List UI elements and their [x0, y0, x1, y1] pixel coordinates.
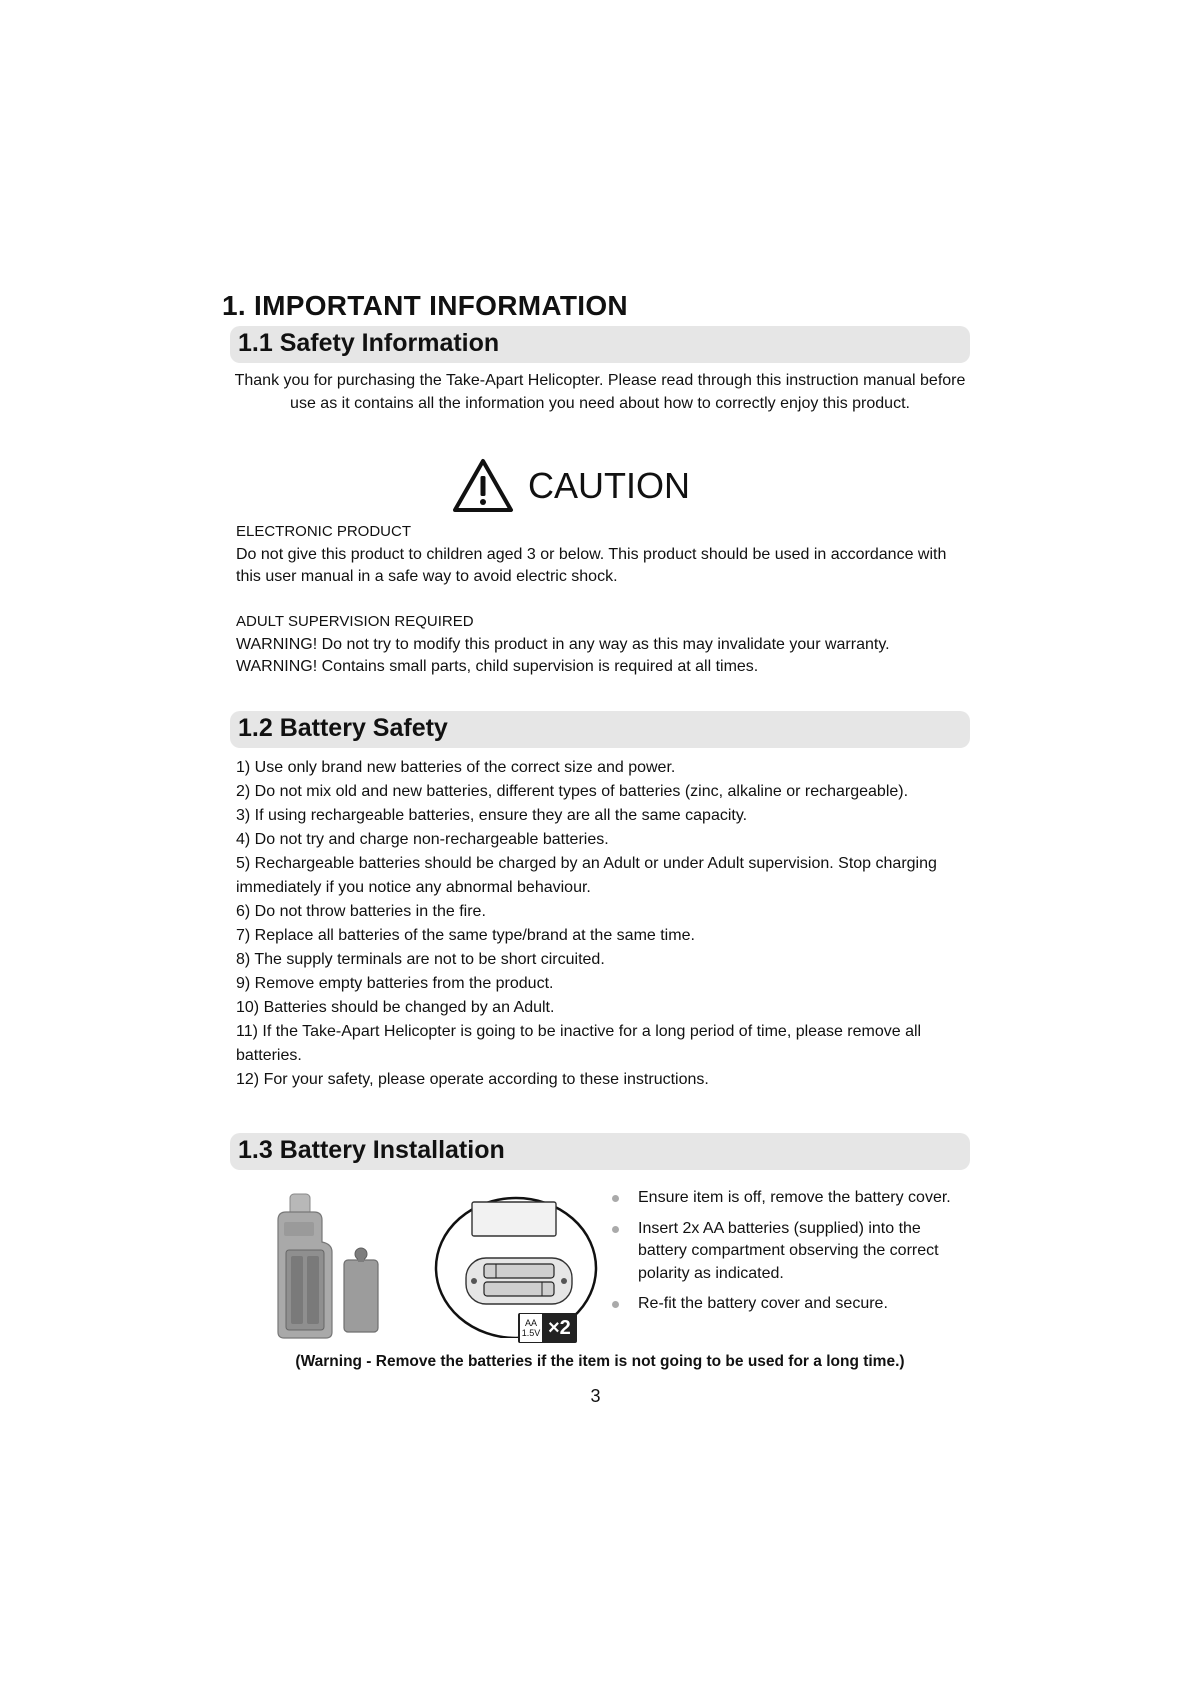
- list-item: 1) Use only brand new batteries of the correct size and power.: [236, 759, 676, 776]
- electronic-product-text: Do not give this product to children aged 3 or below. This product should be used in accordance with this user manual in a safe way to avoid electric shock.: [236, 545, 947, 585]
- electronic-product-block: [236, 521, 966, 589]
- main-title: 1. IMPORTANT INFORMATION: [222, 290, 628, 321]
- battery-safety-list: [236, 756, 966, 1092]
- remote-battery-compartment-illustration: [272, 1190, 392, 1340]
- list-item: 12) For your safety, please operate according to these instructions.: [236, 1071, 709, 1088]
- page-number: 3: [590, 1386, 601, 1406]
- section-title: 1.2 Battery Safety: [238, 714, 448, 742]
- battery-count-label: ×2: [548, 1316, 571, 1339]
- list-item: [612, 1187, 962, 1210]
- list-item: 2) Do not mix old and new batteries, different types of batteries (zinc, alkaline or rechargeable).: [236, 783, 909, 800]
- bullet-icon: [612, 1226, 619, 1233]
- battery-icon: [519, 1313, 543, 1343]
- battery-voltage-label: 1.5V: [521, 1328, 541, 1338]
- step-text: Insert 2x AA batteries (supplied) into the battery compartment observing the correct polarity as indicated.: [638, 1219, 939, 1282]
- section-header-battery-installation: [230, 1133, 970, 1170]
- list-item: 5) Rechargeable batteries should be charged by an Adult or under Adult supervision. Stop charging immediately if you notice any abnormal behaviour.: [236, 855, 937, 896]
- step-text: Ensure item is off, remove the battery cover.: [638, 1189, 951, 1206]
- warning-triangle-icon: [452, 458, 514, 514]
- list-item: 10) Batteries should be changed by an Adult.: [236, 999, 555, 1016]
- bullet-icon: [612, 1301, 619, 1308]
- list-item: 6) Do not throw batteries in the fire.: [236, 903, 486, 920]
- intro-paragraph: Thank you for purchasing the Take-Apart Helicopter. Please read through this instruction manual before use as it contains all the information you need about how to correctly enjoy this product.: [234, 372, 966, 412]
- battery-requirement-badge: [518, 1313, 577, 1343]
- caution-banner: [452, 458, 690, 514]
- step-text: Re-fit the battery cover and secure.: [638, 1295, 888, 1312]
- bullet-icon: [612, 1195, 619, 1202]
- section-header-safety-information: [230, 326, 970, 363]
- caution-label: CAUTION: [528, 465, 690, 506]
- section-title: 1.1 Safety Information: [238, 329, 500, 357]
- list-item: [612, 1293, 962, 1316]
- list-item: 7) Replace all batteries of the same type/brand at the same time.: [236, 927, 695, 944]
- adult-supervision-heading: ADULT SUPERVISION REQUIRED: [236, 613, 474, 630]
- section-title: 1.3 Battery Installation: [238, 1136, 505, 1164]
- list-item: 11) If the Take-Apart Helicopter is going to be inactive for a long period of time, please remove all batteries.: [236, 1023, 922, 1064]
- list-item: [612, 1218, 962, 1286]
- battery-warning: (Warning - Remove the batteries if the item is not going to be used for a long time.): [295, 1353, 905, 1370]
- battery-type-label: AA: [524, 1318, 537, 1328]
- list-item: 9) Remove empty batteries from the product.: [236, 975, 554, 992]
- list-item: 3) If using rechargeable batteries, ensure they are all the same capacity.: [236, 807, 748, 824]
- installation-steps: [612, 1187, 962, 1324]
- electronic-product-heading: ELECTRONIC PRODUCT: [236, 523, 412, 540]
- adult-warning-small-parts: WARNING! Contains small parts, child supervision is required at all times.: [236, 658, 759, 675]
- adult-supervision-block: [236, 611, 966, 679]
- list-item: 4) Do not try and charge non-rechargeable batteries.: [236, 831, 609, 848]
- list-item: 8) The supply terminals are not to be short circuited.: [236, 951, 605, 968]
- section-header-battery-safety: [230, 711, 970, 748]
- adult-warning-modify: WARNING! Do not try to modify this product in any way as this may invalidate your warranty.: [236, 635, 890, 653]
